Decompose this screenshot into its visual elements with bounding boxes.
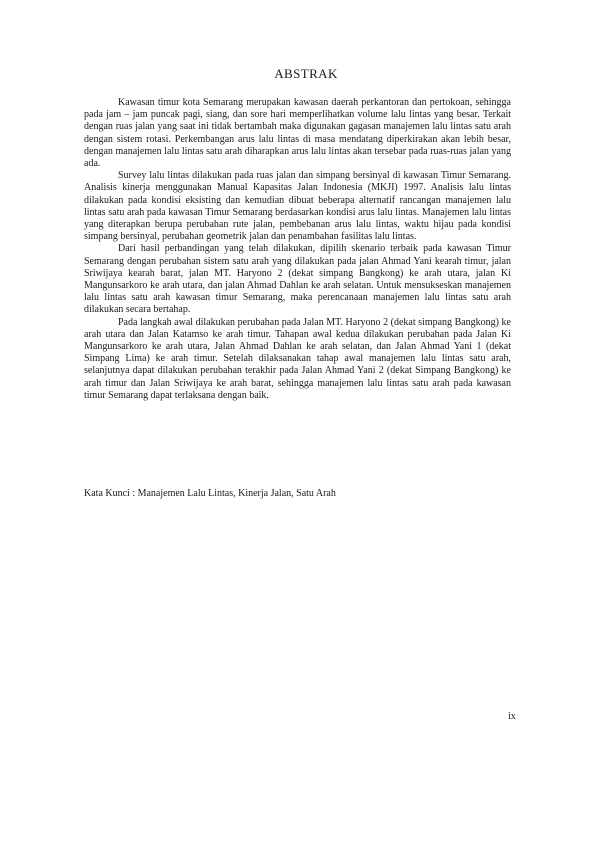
keywords-line: Kata Kunci : Manajemen Lalu Lintas, Kinerja Jalan, Satu Arah	[84, 488, 336, 499]
page-number: ix	[508, 711, 516, 722]
page-title: ABSTRAK	[274, 66, 338, 81]
paragraph-2: Survey lalu lintas dilakukan pada ruas jalan dan simpang bersinyal di kawasan Timur Semarang. Analisis kinerja menggunakan Manual Kapasitas Jalan Indonesia (MKJI) 1997. Analisis lalu lintas dilakukan pada kondisi eksisting dan kemudian dibuat beberapa alternatif rancangan manajemen lalu lintas satu arah pada kawasan Timur Semarang berdasarkan kondisi arus lalu lintas. Manajemen lalu lintas yang diterapkan berupa perubahan rute jalan, pembebanan arus lalu lintas, waktu hijau pada kondisi simpang bersinyal, perubahan geometrik jalan dan penambahan fasilitas lalu lintas.	[84, 170, 511, 243]
abstract-body	[84, 97, 511, 402]
paragraph-1: Kawasan timur kota Semarang merupakan kawasan daerah perkantoran dan pertokoan, sehingga pada jam – jam puncak pagi, siang, dan sore hari memperlihatkan volume lalu lintas yang besar. Terkait dengan ruas jalan yang saat ini tidak bertambah maka digunakan gagasan manajemen lalu lintas satu arah dengan sistem rotasi. Perkembangan arus lalu lintas di masa mendatang diperkirakan akan lebih besar, dengan manajemen lalu lintas satu arah diharapkan arus lalu lintas akan tersebar pada ruas-ruas jalan yang ada.	[84, 97, 511, 170]
paragraph-3: Dari hasil perbandingan yang telah dilakukan, dipilih skenario terbaik pada kawasan Timur Semarang dengan perubahan sistem satu arah yang dilakukan pada jalan Ahmad Yani kearah timur, jalan Sriwijaya kearah barat, jalan MT. Haryono 2 (dekat simpang Bangkong) ke arah utara, jalan Ki Mangunsarkoro ke arah utara, dan jalan Ahmad Dahlan ke arah selatan. Untuk mensukseskan manajemen lalu lintas satu arah kawasan timur Semarang, maka perencanaan manajemen lalu lintas satu arah dilakukan secara bertahap.	[84, 243, 511, 316]
paragraph-4: Pada langkah awal dilakukan perubahan pada Jalan MT. Haryono 2 (dekat simpang Bangkong) ke arah utara dan Jalan Katamso ke arah timur. Tahapan awal kedua dilakukan perubahan pada Jalan Ki Mangunsarkoro ke arah utara, Jalan Ahmad Dahlan ke arah selatan, dan Jalan Ahmad Yani 1 (dekat Simpang Lima) ke arah timur. Setelah dilaksanakan tahap awal manajemen lalu lintas satu arah, selanjutnya dapat dilakukan perubahan terakhir pada Jalan Ahmad Yani 2 (dekat Simpang Bangkong) ke arah timur dan Jalan Sriwijaya ke arah barat, sehingga manajemen lalu lintas satu arah pada kawasan timur Semarang dapat terlaksana dengan baik.	[84, 316, 511, 401]
